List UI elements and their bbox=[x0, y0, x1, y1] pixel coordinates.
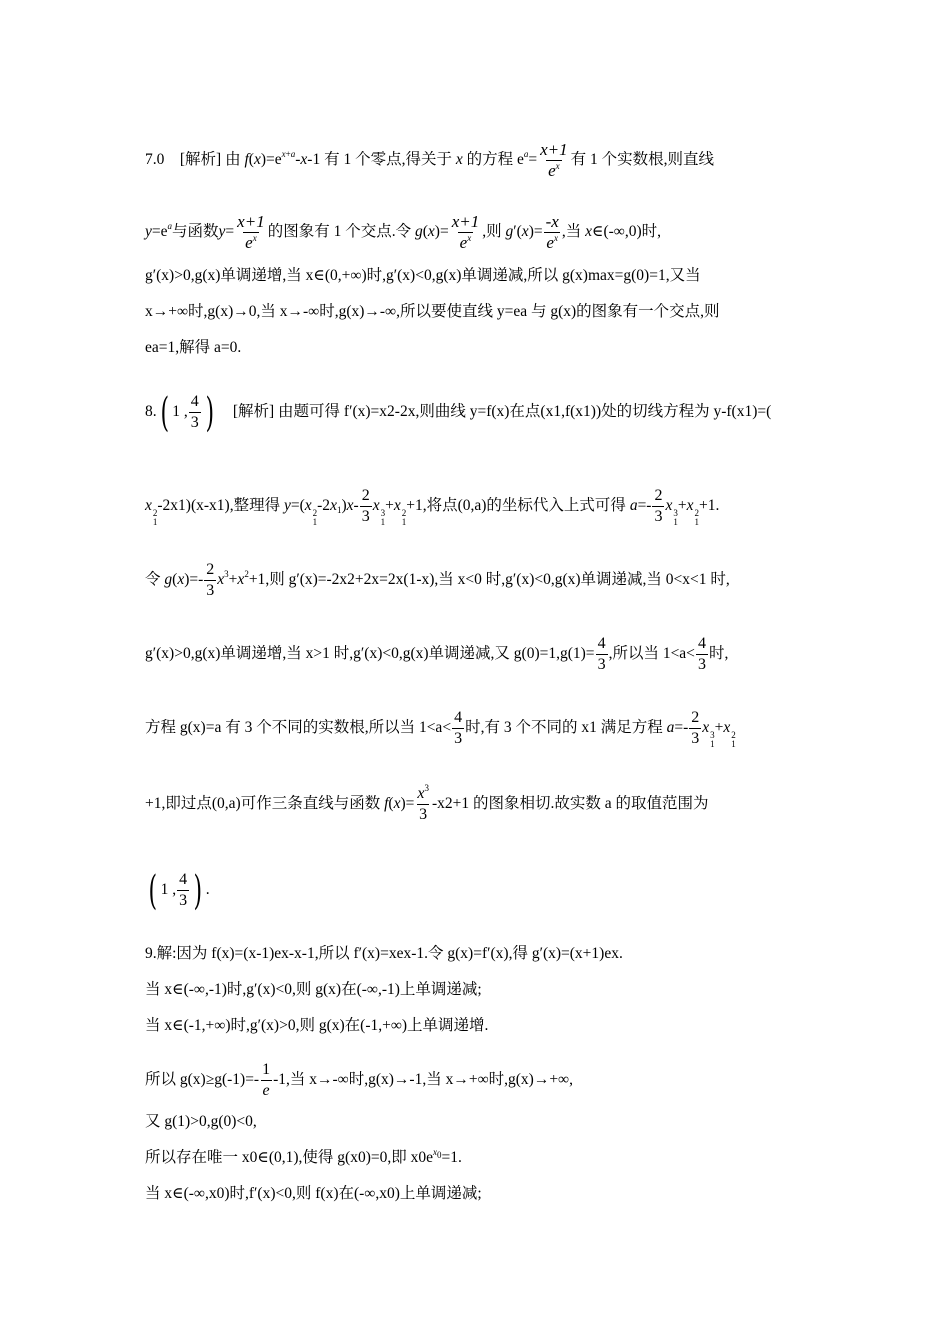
q8-text: 令 bbox=[145, 571, 161, 589]
q8-text: 时, bbox=[708, 645, 729, 663]
fraction: $\frac{2}{3}$ bbox=[361, 487, 370, 525]
q8-text: +1,即过点(0,a)可作三条直线与函数 bbox=[145, 795, 381, 813]
q7-text: 的图象有 1 个交点.令 bbox=[267, 223, 412, 241]
q9-text: 所以存在唯一 x0∈(0,1),使得 g(x0)=0,即 x0e bbox=[145, 1149, 433, 1166]
q7-line-3: g′(x)>0,g(x)单调递增,当 x∈(0,+∞)时,g′(x)<0,g(x)单调递减,所以 g(x)max=g(0)=1,又当 bbox=[145, 267, 701, 284]
fraction: $\frac{-x}{e^x}$ bbox=[545, 212, 559, 252]
q7-line-5: ea=1,解得 a=0. bbox=[145, 339, 242, 356]
q8-text: 方程 g(x)=a 有 3 个不同的实数根,所以当 1<a< bbox=[145, 719, 452, 737]
q9-line-7: 当 x∈(-∞,x0)时,f′(x)<0,则 f(x)在(-∞,x0)上单调递减; bbox=[145, 1185, 482, 1202]
fraction: $\frac{4}{3}$ bbox=[190, 393, 199, 431]
q7-text: 由 bbox=[225, 151, 241, 169]
q8-text: ,则 g′(x)=-2x2+2x=2x(1-x),当 x<0 时,g′(x)<0,g(x)单调递减,当 0<x<1 时, bbox=[265, 571, 730, 589]
q7-text: ,当 bbox=[561, 223, 582, 241]
q8-line-3: 令 g(x)=- $\frac{2}{3}$ $x^3+x^2+1$,则 g′(x)=-2x2+2x=2x(1-x),当 x<0 时,g′(x)<0,g(x)单调递减,当 0<x<1 时, bbox=[145, 561, 730, 599]
q8-text: -2x1)(x-x1),整理得 bbox=[157, 497, 281, 515]
q8-line-5: 方程 g(x)=a 有 3 个不同的实数根,所以当 1<a< $\frac{4}{3}$ 时,有 3 个不同的 x1 满足方程 a=- $\frac{2}{3}$ x 3 1 +x 2 1 bbox=[145, 709, 736, 750]
q9-line-3: 当 x∈(-1,+∞)时,g′(x)>0,则 g(x)在(-1,+∞)上单调递增. bbox=[145, 1017, 489, 1034]
fraction: $\frac{x^3}{3}$ bbox=[417, 783, 429, 823]
fraction: $\frac{4}{3}$ bbox=[697, 635, 706, 673]
q7-tag: [解析] bbox=[179, 151, 222, 169]
q9-line-1: 9.解:因为 f(x)=(x-1)ex-x-1,所以 f′(x)=xex-1.令 g(x)=f′(x),得 g′(x)=(x+1)ex. bbox=[145, 945, 623, 962]
q8-text: ,将点(0,a)的坐标代入上式可得 bbox=[422, 497, 626, 515]
q9-text: -1,当 x→-∞时,g(x)→-1,当 x→+∞时,g(x)→+∞, bbox=[273, 1071, 573, 1089]
q8-text: ,所以当 1<a< bbox=[608, 645, 695, 663]
fraction: $\frac{x+1}{e^x}$ bbox=[451, 212, 480, 252]
q9-text: =1. bbox=[441, 1149, 462, 1166]
interval-start: 1 , bbox=[160, 881, 177, 899]
fraction: $\frac{4}{3}$ bbox=[179, 871, 188, 909]
q9-line-4 bbox=[145, 1060, 573, 1101]
q8-line-1: 8.( 1 , $\frac{4}{3}$ ) [解析] 由题可得 f′(x)=x2-2x,则曲线 y=f(x)在点(x1,f(x1))处的切线方程为 y-f(x1)=( bbox=[145, 389, 772, 436]
q8-text: 由题可得 f′(x)=x2-2x,则曲线 y=f(x)在点(x1,f(x1))处的切线方程为 y-f(x1)=( bbox=[278, 403, 772, 421]
q8-line-6: +1,即过点(0,a)可作三条直线与函数 f(x)= $\frac{x^3}{3}$ -x2+1 的图象相切.故实数 a 的取值范围为 bbox=[145, 783, 709, 823]
q8-text: -x2+1 的图象相切.故实数 a 的取值范围为 bbox=[431, 795, 709, 813]
q8-line-4 bbox=[145, 634, 728, 675]
interval-start: 1 , bbox=[172, 403, 188, 421]
q8-line-2: x 2 1 -2x1)(x-x1),整理得 y=(x 2 1 $-2x_1)x-$ $\frac{2}{3}$ x 3 1 +x 2 1 +1,将点(0,a)的坐标代入上式可得 a=- $\frac{2}{3}$ x 3 1 +x 2 1 +1. bbox=[145, 487, 720, 528]
q7-text: 与函数 bbox=[172, 223, 219, 241]
q8-text: . bbox=[205, 881, 210, 899]
q9-line-6: 所以存在唯一 x0∈(0,1),使得 g(x0)=0,即 $x0e^{x_0}=1$. bbox=[145, 1147, 462, 1166]
q7-text: 有 1 个实数根,则直线 bbox=[570, 151, 715, 169]
q8-text: 时,有 3 个不同的 x1 满足方程 bbox=[465, 719, 663, 737]
q9-line-2: 当 x∈(-∞,-1)时,g′(x)<0,则 g(x)在(-∞,-1)上单调递减; bbox=[145, 981, 482, 998]
q7-text: ,则 bbox=[482, 223, 502, 241]
fraction: $\frac{x+1}{e^x}$ bbox=[237, 212, 265, 252]
q7-text: 有 1 个零点,得关于 bbox=[324, 151, 452, 169]
fraction: $\frac{2}{3}$ bbox=[691, 709, 700, 747]
q9-line-5: 又 g(1)>0,g(0)<0, bbox=[145, 1113, 257, 1130]
q9-text: 所以 g(x)≥g(-1)=- bbox=[145, 1071, 260, 1089]
fraction: $\frac{x+1}{e^x}$ bbox=[540, 140, 568, 180]
q7-text: ∈(-∞,0)时, bbox=[591, 223, 661, 241]
q7-line-1: 7.0 [解析] 由 $f(x)=e^{x+a}-x-1$ 有 1 个零点,得关于 x 的方程 $e^a=$ $\frac{x+1}{e^x}$ 有 1 个实数根,则直线 bbox=[145, 140, 715, 180]
fraction: $\frac{4}{3}$ bbox=[597, 635, 606, 673]
q7-text: 的方程 e bbox=[466, 151, 524, 169]
q7-number: 7.0 bbox=[145, 151, 165, 169]
q8-answer: ( 1 , $\frac{4}{3}$ ) . bbox=[148, 867, 210, 914]
q8-tag: [解析] bbox=[232, 403, 275, 421]
q7-line-4: x→+∞时,g(x)→0,当 x→-∞时,g(x)→-∞,所以要使直线 y=ea 与 g(x)的图象有一个交点,则 bbox=[145, 303, 720, 320]
q8-number: 8. bbox=[145, 403, 157, 421]
q7-line-2: $y=e^a$与函数y= $\frac{x+1}{e^x}$ 的图象有 1 个交点.令 g(x)= $\frac{x+1}{e^x}$ ,则 g′(x)= $\frac{-x}{e^x}$ ,当 x∈(-∞,0)时, bbox=[145, 212, 661, 252]
fraction: $\frac{2}{3}$ bbox=[654, 487, 663, 525]
q8-text: g′(x)>0,g(x)单调递增,当 x>1 时,g′(x)<0,g(x)单调递减,又 g(0)=1,g(1)= bbox=[145, 645, 595, 663]
fraction: $\frac{1}{e}$ bbox=[262, 1061, 271, 1099]
fraction: $\frac{2}{3}$ bbox=[206, 561, 215, 599]
fraction: $\frac{4}{3}$ bbox=[454, 709, 463, 747]
